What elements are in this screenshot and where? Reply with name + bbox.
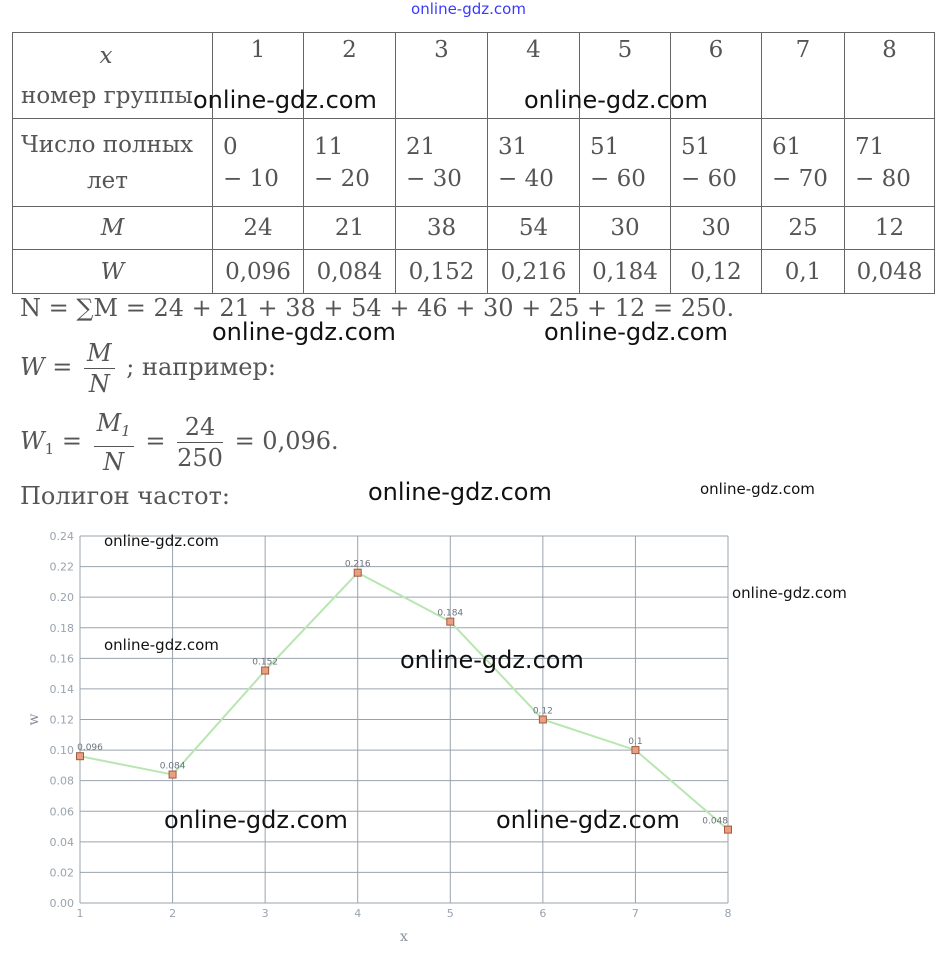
fraction-denominator: N: [88, 370, 110, 398]
equals-sign: =: [145, 427, 166, 455]
fraction-denominator: 250: [177, 444, 223, 472]
table-cell: 2: [304, 33, 396, 119]
x-tick-label: 1: [76, 907, 84, 920]
table-cell: 25: [762, 207, 845, 250]
watermark: online-gdz.com: [700, 480, 815, 498]
y-tick-label: 0.08: [49, 774, 74, 788]
table-row-m: [13, 207, 935, 250]
data-label: 0.184: [437, 608, 464, 619]
table-cell: 5: [580, 33, 671, 119]
fraction-numerator: M: [84, 338, 115, 369]
watermark: online-gdz.com: [400, 646, 584, 674]
x-tick-label: 6: [539, 907, 547, 920]
table-cell: 21: [304, 207, 396, 250]
table-row-group-number: [13, 33, 935, 119]
x-tick-label: 2: [169, 907, 177, 920]
y-tick-label: 0.04: [49, 835, 74, 849]
row-header-w: W: [13, 250, 213, 294]
table-cell: 6: [671, 33, 762, 119]
watermark: online-gdz.com: [524, 86, 708, 114]
range-end: − 80: [855, 165, 911, 192]
w-definition-formula: [20, 338, 276, 399]
data-point: [169, 771, 176, 778]
y-tick-label: 0.12: [49, 713, 74, 727]
table-cell: 3: [396, 33, 488, 119]
range-start: 51: [681, 133, 711, 160]
data-label: 0.096: [77, 743, 103, 754]
data-point: [632, 747, 639, 754]
series-line: [80, 573, 728, 830]
x-axis-label: x: [400, 929, 408, 945]
data-point: [354, 569, 361, 576]
row-header-m: M: [13, 207, 213, 250]
table-cell: [671, 119, 762, 207]
table-cell: 0,184: [580, 250, 671, 294]
w1-formula: [20, 408, 339, 477]
table-cell: 30: [580, 207, 671, 250]
range-start: 71: [855, 133, 885, 160]
data-label: 0.12: [532, 706, 553, 717]
m1-subscript: 1: [121, 422, 131, 440]
x-tick-label: 8: [724, 907, 732, 920]
m1-over-n-fraction: [94, 408, 134, 477]
range-start: 31: [498, 133, 528, 160]
range-start: 11: [314, 133, 344, 160]
watermark: online-gdz.com: [212, 318, 396, 346]
w1-result: = 0,096.: [234, 427, 339, 455]
y-tick-label: 0.02: [49, 866, 74, 880]
w-definition-tail: ; например:: [126, 353, 276, 381]
frequency-table: [12, 32, 935, 294]
watermark: online-gdz.com: [368, 478, 552, 506]
y-tick-label: 0.10: [49, 744, 74, 758]
table-cell: [488, 119, 580, 207]
table-row-w: [13, 250, 935, 294]
watermark: online-gdz.com: [544, 318, 728, 346]
years-label-line1: Число полных: [21, 131, 194, 158]
w1-symbol: W: [20, 427, 45, 455]
range-end: − 70: [772, 165, 828, 192]
sum-formula: N = ∑M = 24 + 21 + 38 + 54 + 46 + 30 + 25 + 12 = 250.: [20, 294, 735, 322]
data-label: 0.048: [702, 816, 728, 827]
m1-symbol: M: [96, 409, 122, 437]
fraction-denominator: N: [103, 448, 125, 476]
table-cell: 0,048: [845, 250, 935, 294]
data-label: 0.152: [252, 657, 279, 668]
table-cell: 38: [396, 207, 488, 250]
x-tick-label: 5: [446, 907, 454, 920]
equals-sign: =: [54, 427, 90, 455]
watermark: online-gdz.com: [104, 532, 219, 550]
table-cell: [762, 119, 845, 207]
polygon-title: Полигон частот:: [20, 482, 230, 510]
table-cell: 0,096: [213, 250, 304, 294]
y-tick-label: 0.24: [49, 530, 74, 543]
years-label-line2: лет: [87, 167, 128, 194]
range-end: − 20: [314, 165, 370, 192]
table-cell: 8: [845, 33, 935, 119]
table-cell: 0,152: [396, 250, 488, 294]
table-cell: 0,1: [762, 250, 845, 294]
table-cell: 0,216: [488, 250, 580, 294]
numeric-fraction: [177, 412, 223, 473]
table-cell: 0,084: [304, 250, 396, 294]
y-tick-label: 0.22: [49, 560, 74, 574]
data-point: [262, 667, 269, 674]
y-axis-label: w: [26, 713, 42, 726]
row-header-years: [13, 119, 213, 207]
site-link[interactable]: online-gdz.com: [411, 0, 526, 18]
range-end: − 60: [681, 165, 737, 192]
table-cell: [213, 119, 304, 207]
data-point: [77, 753, 84, 760]
table-cell: 0,12: [671, 250, 762, 294]
x-tick-label: 4: [354, 907, 362, 920]
group-number-label: номер группы: [21, 82, 193, 109]
watermark: online-gdz.com: [732, 584, 847, 602]
range-start: 0: [223, 133, 238, 160]
table-cell: 54: [488, 207, 580, 250]
data-point: [725, 826, 732, 833]
range-start: 61: [772, 133, 802, 160]
table-cell: 4: [488, 33, 580, 119]
data-point: [539, 716, 546, 723]
x-tick-label: 3: [261, 907, 269, 920]
range-end: − 60: [590, 165, 646, 192]
range-start: 21: [406, 133, 436, 160]
table-cell: [845, 119, 935, 207]
table-cell: 1: [213, 33, 304, 119]
y-tick-label: 0.20: [49, 591, 74, 605]
range-end: − 10: [223, 165, 279, 192]
fraction-numerator: [94, 408, 134, 447]
y-tick-label: 0.18: [49, 621, 74, 635]
y-tick-label: 0.14: [49, 682, 74, 696]
table-row-years: [13, 119, 935, 207]
y-tick-label: 0.00: [49, 897, 74, 910]
watermark: online-gdz.com: [164, 806, 348, 834]
table-cell: [396, 119, 488, 207]
watermark: online-gdz.com: [193, 86, 377, 114]
data-label: 0.1: [628, 737, 643, 748]
table-cell: 12: [845, 207, 935, 250]
range-start: 51: [590, 133, 620, 160]
x-label: x: [99, 42, 113, 69]
row-header-x: [13, 33, 213, 119]
data-label: 0.216: [344, 559, 371, 570]
table-cell: [304, 119, 396, 207]
table-cell: 30: [671, 207, 762, 250]
fraction-numerator: 24: [177, 412, 223, 443]
range-end: − 40: [498, 165, 554, 192]
data-point: [447, 618, 454, 625]
table-cell: [580, 119, 671, 207]
w1-subscript: 1: [44, 440, 55, 458]
watermark: online-gdz.com: [104, 636, 219, 654]
x-tick-label: 7: [631, 907, 639, 920]
range-end: − 30: [406, 165, 462, 192]
watermark: online-gdz.com: [496, 806, 680, 834]
y-tick-label: 0.16: [49, 652, 74, 666]
m-over-n-fraction: [84, 338, 115, 399]
w-lhs: W =: [20, 353, 73, 381]
table-cell: 24: [213, 207, 304, 250]
table-cell: 7: [762, 33, 845, 119]
data-label: 0.084: [159, 761, 186, 772]
y-tick-label: 0.06: [49, 805, 74, 819]
